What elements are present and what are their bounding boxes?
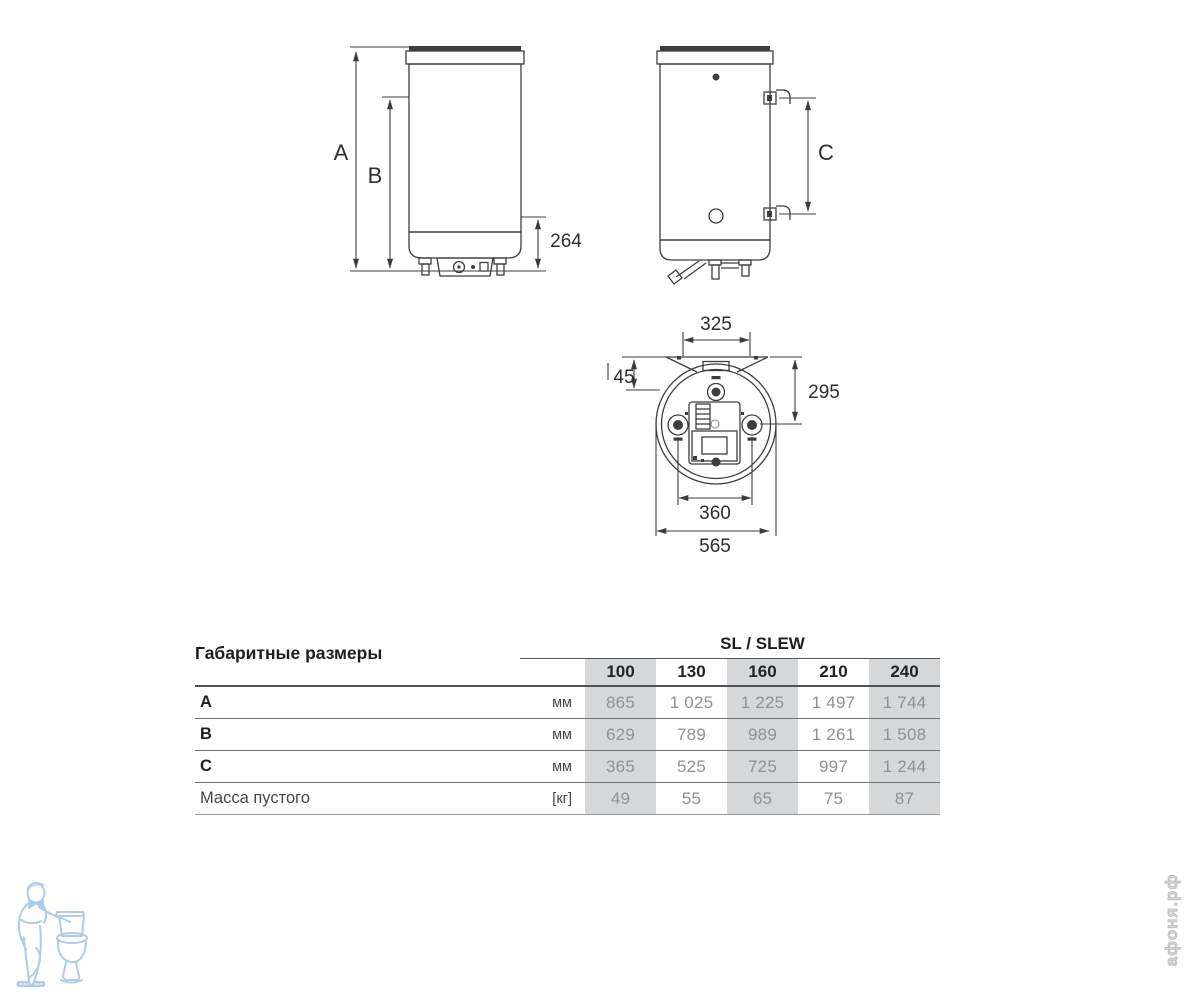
upper-bracket	[764, 90, 790, 104]
value-A-240: 1 744	[869, 687, 940, 719]
row-unit-B: мм	[520, 719, 585, 751]
value-A-160: 1 225	[727, 687, 798, 719]
lower-bracket	[764, 206, 790, 220]
dim-label-325: 325	[700, 314, 732, 335]
series-header: SL / SLEW	[720, 634, 805, 653]
row-label-weight: Масса пустого	[195, 783, 520, 815]
value-B-210: 1 261	[798, 719, 869, 751]
column-header-100: 100	[585, 658, 656, 687]
value-A-210: 1 497	[798, 687, 869, 719]
value-weight-100: 49	[585, 783, 656, 815]
dim-label-B: B	[367, 163, 383, 188]
dim-label-264: 264	[550, 231, 582, 252]
dimensions-table	[195, 630, 940, 815]
value-weight-210: 75	[798, 783, 869, 815]
value-B-160: 989	[727, 719, 798, 751]
dim-label-A: A	[333, 140, 349, 165]
dim-label-295: 295	[808, 382, 840, 403]
row-label-B: B	[195, 719, 520, 751]
value-weight-240: 87	[869, 783, 940, 815]
bottom-view-dimensions	[608, 314, 840, 557]
dim-label-C: C	[818, 140, 834, 165]
dim-label-45: 45	[613, 367, 635, 388]
value-C-130: 525	[656, 751, 727, 783]
value-C-160: 725	[727, 751, 798, 783]
column-header-160: 160	[727, 658, 798, 687]
dim-label-565: 565	[699, 536, 731, 557]
value-A-130: 1 025	[656, 687, 727, 719]
row-unit-weight: [кг]	[520, 783, 585, 815]
row-unit-A: мм	[520, 687, 585, 719]
value-C-210: 997	[798, 751, 869, 783]
row-label-C: C	[195, 751, 520, 783]
front-view-drawing	[406, 46, 524, 276]
value-B-240: 1 508	[869, 719, 940, 751]
value-A-100: 865	[585, 687, 656, 719]
bottom-view-drawing	[656, 356, 776, 484]
value-C-240: 1 244	[869, 751, 940, 783]
plumber-mascot-watermark-icon	[6, 876, 101, 1000]
row-unit-C: мм	[520, 751, 585, 783]
site-watermark-text: афоня.рф	[1162, 873, 1181, 967]
value-weight-160: 65	[727, 783, 798, 815]
value-B-130: 789	[656, 719, 727, 751]
value-weight-130: 55	[656, 783, 727, 815]
front-view-dimensions	[334, 47, 583, 271]
value-C-100: 365	[585, 751, 656, 783]
dim-label-360: 360	[699, 503, 731, 524]
side-view-dimensions	[779, 98, 834, 214]
side-view-drawing	[657, 46, 790, 284]
column-header-130: 130	[656, 658, 727, 687]
row-label-A: A	[195, 687, 520, 719]
value-B-100: 629	[585, 719, 656, 751]
table-title: Габаритные размеры	[195, 643, 383, 663]
column-header-240: 240	[869, 658, 940, 687]
column-header-210: 210	[798, 658, 869, 687]
